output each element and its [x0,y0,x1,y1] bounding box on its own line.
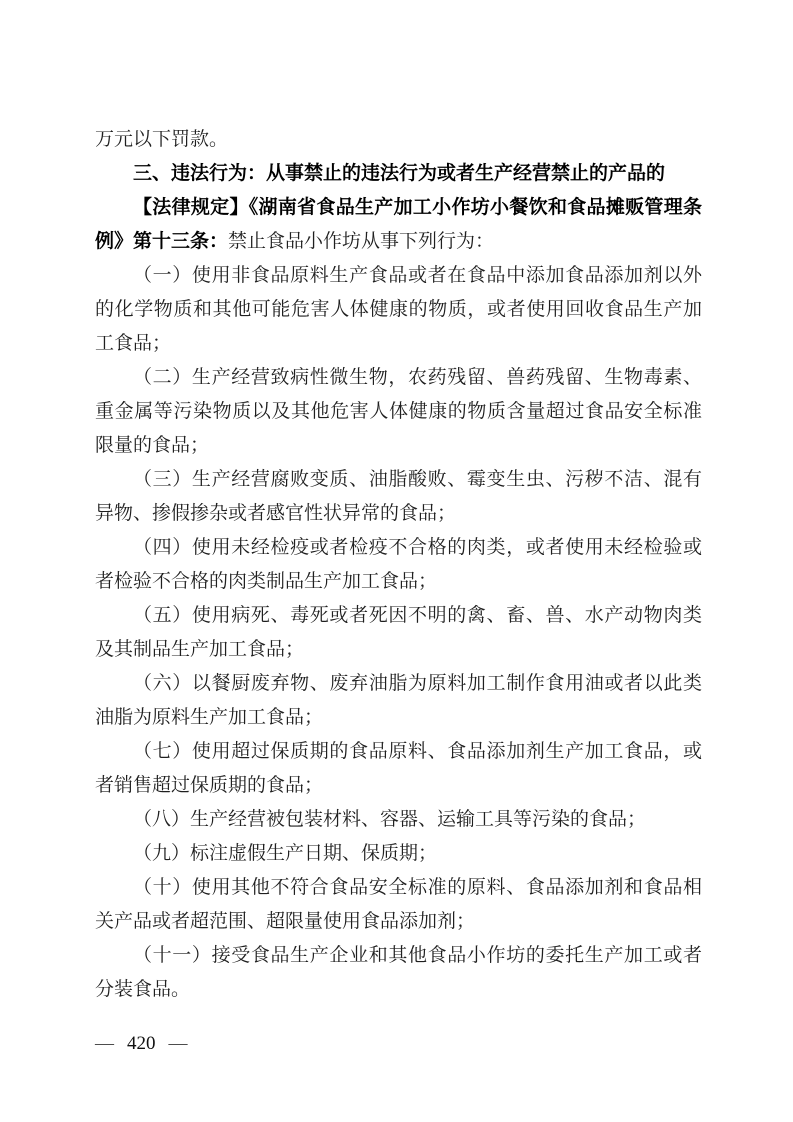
text-run: （一）使用非食品原料生产食品或者在食品中添加食品添加剂以外的化学物质和其他可能危害人体健康的物质，或者使用回收食品生产加工食品； [95,265,702,354]
list-item-9 [95,837,702,871]
list-item-3 [95,463,702,531]
page-footer [95,1031,188,1057]
text-run: （十一）接受食品生产企业和其他食品小作坊的委托生产加工或者分装食品。 [95,945,702,1000]
list-item-8 [95,803,702,837]
list-item-7 [95,735,702,803]
text-run: （七）使用超过保质期的食品原料、食品添加剂生产加工食品，或者销售超过保质期的食品； [95,741,702,796]
text-run: 万元以下罚款。 [95,129,229,150]
list-item-6 [95,667,702,735]
text-run: （三）生产经营腐败变质、油脂酸败、霉变生虫、污秽不洁、混有异物、掺假掺杂或者感官性状异常的食品； [95,469,702,524]
text-run: （九）标注虚假生产日期、保质期； [133,843,438,864]
footer-dash-left: — [95,1033,114,1054]
list-item-5 [95,599,702,667]
list-item-10 [95,871,702,939]
list-item-11 [95,939,702,1007]
page-number: 420 [127,1033,156,1054]
text-run: （四）使用未经检疫或者检疫不合格的肉类，或者使用未经检验或者检验不合格的肉类制品生产加工食品； [95,537,702,592]
continuation-line [95,123,702,157]
list-item-4 [95,531,702,599]
text-run: （十）使用其他不符合食品安全标准的原料、食品添加剂和食品相关产品或者超范围、超限量使用食品添加剂； [95,877,702,932]
list-item-1 [95,259,702,361]
bold-text-run: 【法律规定】《湖南省食品生产加工小作坊小餐饮和食品摊贩管理条例》第十三条： [95,197,702,252]
bold-text-run: 三、违法行为：从事禁止的违法行为或者生产经营禁止的产品的 [133,163,666,184]
legal-basis-paragraph [95,191,702,259]
footer-dash-right: — [168,1033,188,1054]
document-body [95,123,702,1007]
section-heading [95,157,702,191]
text-run: 禁止食品小作坊从事下列行为： [228,231,495,252]
list-item-2 [95,361,702,463]
text-run: （五）使用病死、毒死或者死因不明的禽、畜、兽、水产动物肉类及其制品生产加工食品； [95,605,702,660]
text-run: （六）以餐厨废弃物、废弃油脂为原料加工制作食用油或者以此类油脂为原料生产加工食品； [95,673,702,728]
text-run: （二）生产经营致病性微生物，农药残留、兽药残留、生物毒素、重金属等污染物质以及其他危害人体健康的物质含量超过食品安全标准限量的食品； [95,367,702,456]
text-run: （八）生产经营被包装材料、容器、运输工具等污染的食品； [133,809,647,830]
